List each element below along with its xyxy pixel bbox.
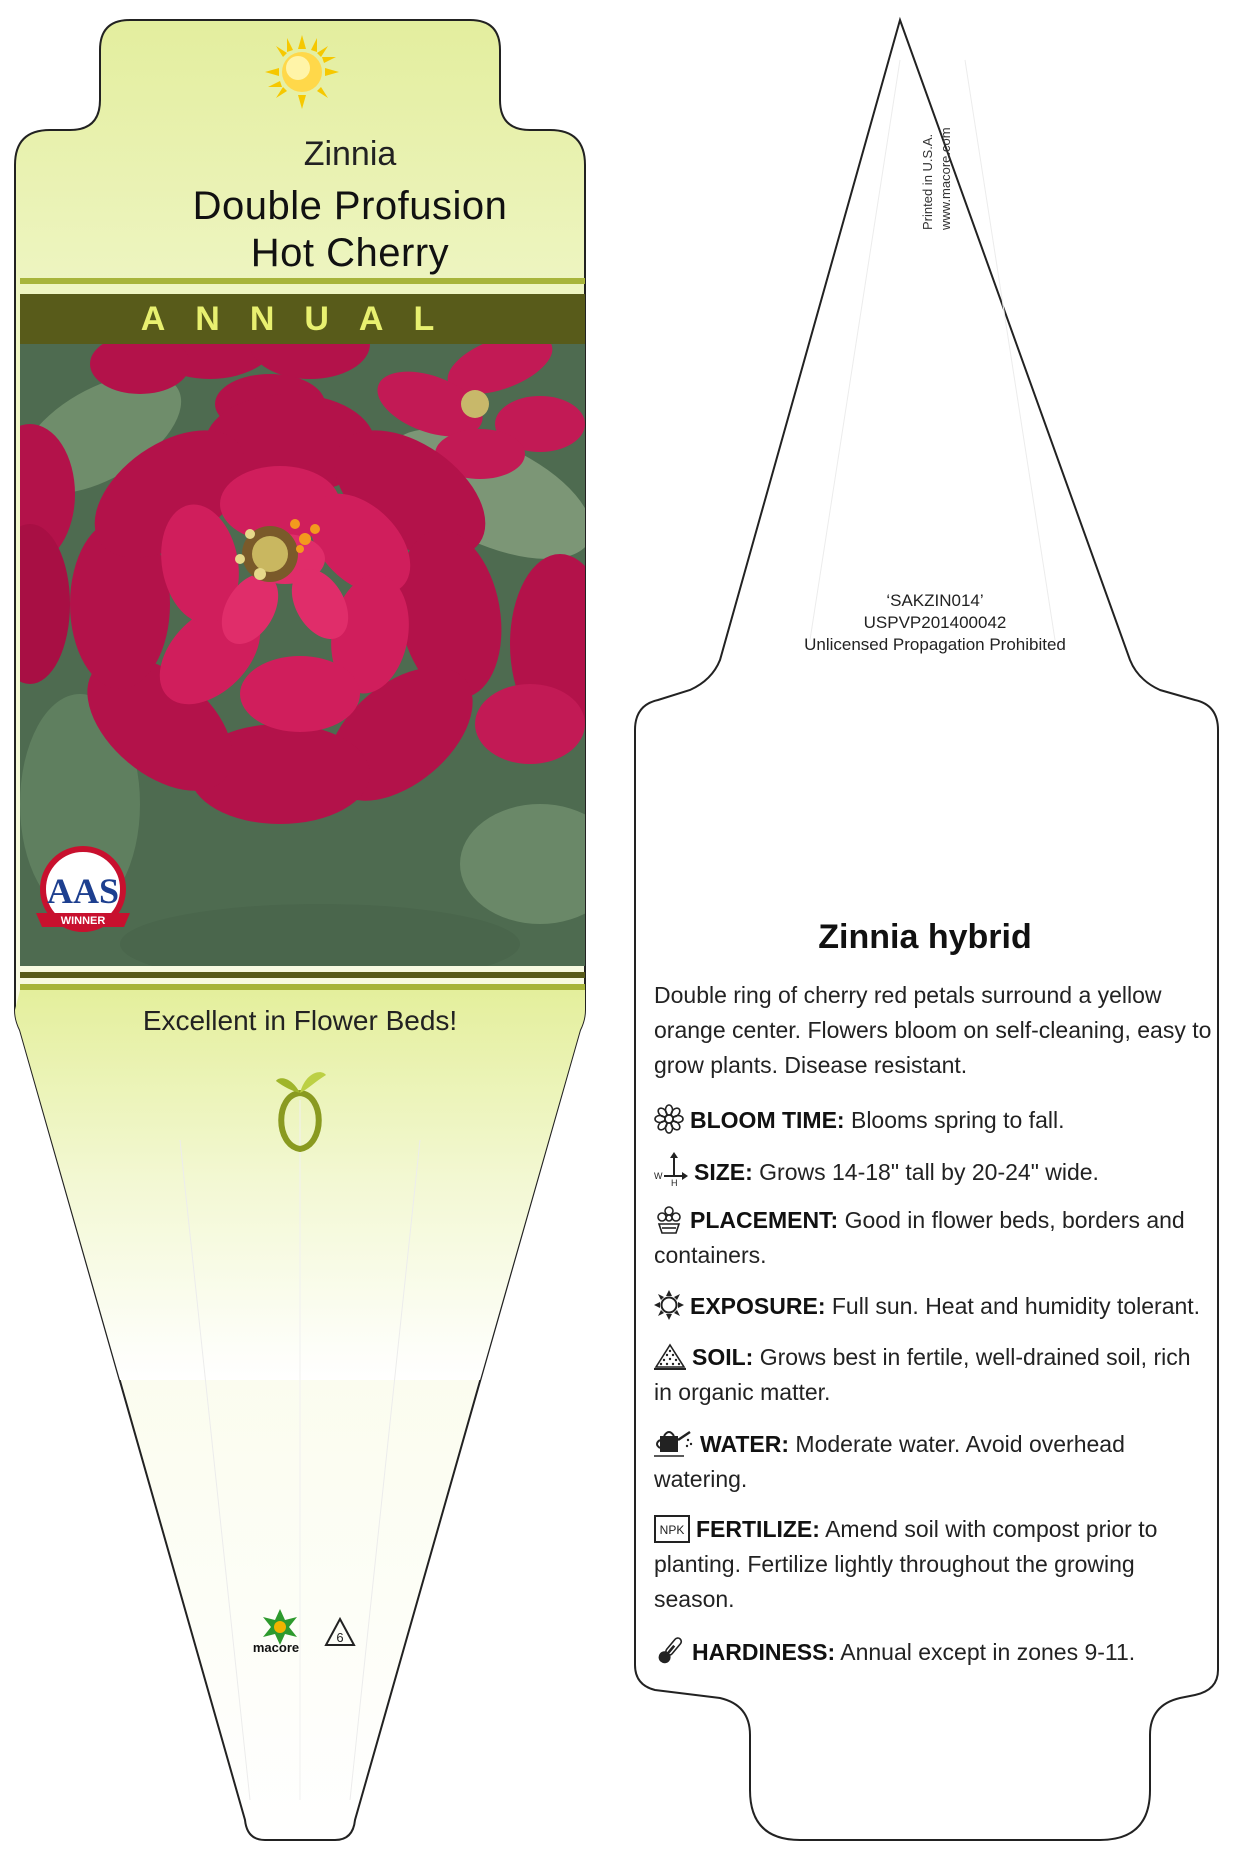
care-water [654, 1426, 1214, 1497]
npk-icon [654, 1515, 690, 1543]
cultivar-line-1: Double Profusion [192, 184, 508, 228]
website-text: www.macore.com [938, 127, 953, 230]
hardiness-label: HARDINESS: [692, 1639, 836, 1665]
cultivar-name [0, 183, 700, 277]
size-w-letter: W [654, 1171, 663, 1181]
recycle-icon [326, 1619, 354, 1645]
thermometer-icon [654, 1634, 686, 1666]
cultivar-line-2: Hot Cherry [250, 231, 450, 275]
divider-bar-light [20, 984, 585, 990]
sun-icon [265, 35, 339, 109]
placement-label: PLACEMENT: [690, 1207, 839, 1233]
care-bloom-time [654, 1103, 1214, 1138]
aas-winner-badge [28, 845, 138, 940]
category-band: ANNUAL [20, 294, 585, 344]
macore-logo [240, 1605, 360, 1665]
care-soil [654, 1340, 1214, 1410]
patent-line-2: USPVP201400042 [863, 613, 1007, 632]
printed-in-text: Printed in U.S.A. [920, 133, 935, 230]
water-text: Moderate water. Avoid overhead watering. [654, 1431, 1125, 1492]
exposure-label: EXPOSURE: [690, 1293, 826, 1319]
placement-icon [654, 1204, 684, 1234]
badge-aas-text: AAS [46, 871, 120, 911]
soil-label: SOIL: [692, 1344, 754, 1370]
print-info [920, 30, 953, 240]
water-label: WATER: [700, 1431, 790, 1457]
care-fertilize [654, 1512, 1214, 1617]
care-hardiness [654, 1634, 1214, 1670]
patent-line-1: ‘SAKZIN014’ [886, 591, 984, 610]
patent-info [680, 590, 1190, 656]
macore-brand-text: macore [252, 1640, 300, 1655]
patent-line-3: Unlicensed Propagation Prohibited [804, 635, 1066, 654]
care-exposure [654, 1289, 1214, 1324]
sprout-logo-icon [270, 1065, 330, 1155]
flower-icon [654, 1104, 684, 1134]
plant-genus: Zinnia [303, 135, 397, 173]
fertilize-label: FERTILIZE: [696, 1516, 820, 1542]
care-size [654, 1152, 1214, 1190]
recycle-code: 6 [336, 1630, 344, 1645]
care-placement [654, 1203, 1214, 1273]
description: Double ring of cherry red petals surround a yellow orange center. Flowers bloom on self-cleaning, easy to grow plants. Disease resistant. [654, 982, 1212, 1078]
hardiness-text: Annual except in zones 9-11. [840, 1639, 1136, 1665]
sun-icon [654, 1290, 684, 1320]
divider-bar [20, 278, 585, 284]
size-label: SIZE: [694, 1159, 753, 1185]
species-heading: Zinnia hybrid [818, 918, 1032, 956]
exposure-text: Full sun. Heat and humidity tolerant. [831, 1293, 1201, 1319]
bloom-time-label: BLOOM TIME: [690, 1107, 845, 1133]
macore-brand-icon [240, 1605, 360, 1660]
badge-winner-text: WINNER [60, 915, 106, 927]
divider-bar-dark [20, 972, 585, 978]
size-h-letter: H [671, 1178, 678, 1186]
soil-icon [654, 1341, 686, 1371]
watering-can-icon [654, 1426, 694, 1458]
npk-text: NPK [659, 1523, 685, 1537]
placement-text: Good in flower beds, borders and containers. [654, 1207, 1185, 1268]
bloom-time-text: Blooms spring to fall. [850, 1107, 1065, 1133]
soil-text: Grows best in fertile, well-drained soil, rich in organic matter. [654, 1344, 1191, 1405]
size-arrows-icon [654, 1152, 688, 1186]
tagline: Excellent in Flower Beds! [142, 1005, 458, 1036]
size-text: Grows 14-18" tall by 20-24" wide. [759, 1159, 1099, 1185]
fertilize-text: Amend soil with compost prior to planting. Fertilize lightly throughout the growing season. [654, 1516, 1158, 1612]
